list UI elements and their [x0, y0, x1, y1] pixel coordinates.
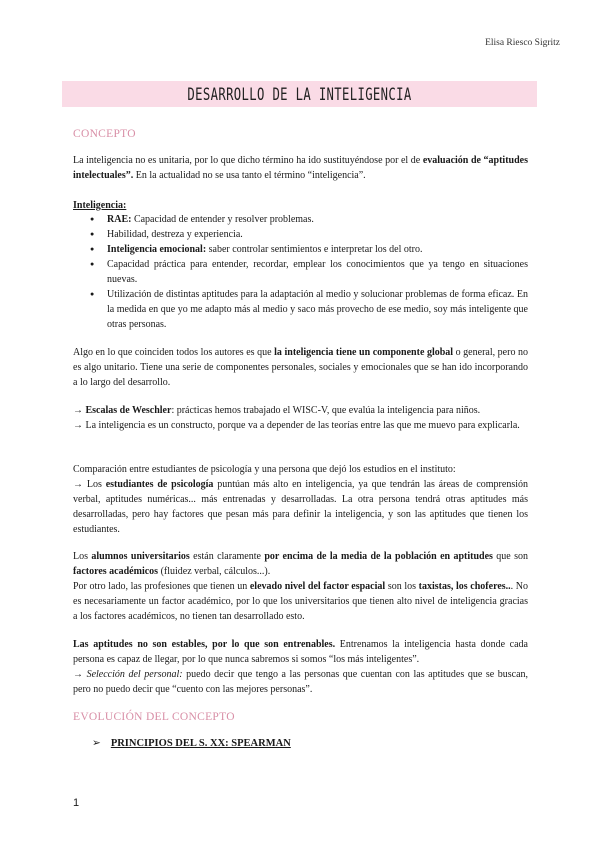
text: → La inteligencia es un constructo, porque va a depender de las teorías entre las que me muevo para explicarla.: [73, 420, 520, 431]
text: Por otro lado, las profesiones que tienen un: [73, 581, 250, 592]
paragraph-universitarios: [73, 549, 528, 624]
text: : prácticas hemos trabajado el WISC-V, que evalúa la inteligencia para niños.: [171, 405, 481, 416]
author-name: Elisa Riesco Sigritz: [485, 38, 560, 48]
list-item: [73, 242, 528, 257]
page-title: DESARROLLO DE LA INTELIGENCIA: [187, 85, 412, 105]
bold-text: Escalas de Weschler: [85, 405, 172, 416]
bold-text: taxistas, los choferes..: [418, 581, 511, 592]
text: saber controlar sentimientos e interpretar los del otro.: [206, 244, 423, 255]
text: Entrenamos la inteligencia hasta donde cada persona es capaz de llegar, por lo que nunca sabremos si somos “los más inteligentes”.: [73, 639, 528, 665]
paragraph-aptitudes: [73, 637, 528, 697]
text: . No es necesariamente un factor académico, por lo que los universitarios que tienen alto nivel de inteligencia gracias a los factores académicos, no tienen tan desarrollado esto.: [73, 581, 529, 622]
page-number: 1: [73, 797, 80, 809]
text: son los: [385, 581, 419, 592]
list-item: [73, 287, 528, 332]
text: puntúan más alto en inteligencia, ya que tendrán las áreas de comprensión verbal, aptitudes numéricas... más entrenadas y desarrolladas. La otra persona tendrá otras aptitudes más desarrolladas, pero hay factores que pesan más para definir la inteligencia, y son las aptitudes que tienen los estudiantes.: [73, 479, 528, 535]
bold-text: estudiantes de psicología: [105, 479, 214, 490]
inteligencia-label: [73, 198, 528, 213]
subheading-spearman: [92, 737, 291, 749]
underlined-label: Inteligencia:: [73, 200, 127, 211]
text: Comparación entre estudiantes de psicología y una persona que dejó los estudios en el instituto:: [73, 464, 456, 475]
text: Algo en lo que coinciden todos los autores es que: [73, 347, 275, 358]
text: Capacidad práctica para entender, recordar, emplear los conocimientos que ya tengo en situaciones nuevas.: [107, 259, 528, 285]
text: Habilidad, destreza y experiencia.: [107, 229, 243, 240]
paragraph-comparacion: [73, 462, 528, 537]
title-banner: [62, 81, 537, 107]
inteligencia-list: [73, 212, 528, 332]
text: Utilización de distintas aptitudes para la adaptación al medio y solucionar problemas de forma eficaz. En la medida en que yo me adapto más al medio y saco más provecho de ese medio, soy más inteligente que otras personas.: [107, 289, 528, 330]
list-item: [73, 227, 528, 242]
paragraph-intro: [73, 153, 528, 183]
subheading-text: PRINCIPIOS DEL S. XX: SPEARMAN: [110, 738, 291, 749]
bold-text: evaluación de “aptitudes intelectuales”.: [73, 155, 528, 181]
text: La inteligencia no es unitaria, por lo que dicho término ha ido sustituyéndose por el de: [73, 155, 423, 166]
list-item: [73, 257, 528, 287]
text: o general, pero no es algo unitario. Tiene una serie de componentes personales, sociales y emocionales que se han ido incorporando a lo largo del desarrollo.: [73, 347, 529, 388]
list-item: [73, 212, 528, 227]
arrow: →: [73, 405, 86, 416]
bold-text: alumnos universitarios: [91, 551, 190, 562]
bold-text: la inteligencia tiene un componente global: [274, 347, 454, 358]
bold-text: elevado nivel del factor espacial: [249, 581, 386, 592]
text: están claramente: [189, 551, 265, 562]
text: → Los: [73, 479, 106, 490]
paragraph-componente-global: [73, 345, 528, 390]
text: Los: [73, 551, 92, 562]
text: Capacidad de entender y resolver problemas.: [131, 214, 314, 225]
italic-text: Selección del personal:: [86, 669, 183, 680]
text: que son: [492, 551, 528, 562]
bold-text: factores académicos: [73, 566, 159, 577]
text: puedo decir que tengo a las personas que cuentan con las aptitudes que se buscan, pero no puedo decir que “cuento con las mejores personas”.: [73, 669, 529, 695]
paragraph-weschler: [73, 403, 528, 433]
bold-text: RAE:: [107, 214, 132, 225]
text: En la actualidad no se usa tanto el término “inteligencia”.: [133, 170, 366, 181]
section-heading-evolucion: EVOLUCIÓN DEL CONCEPTO: [73, 711, 235, 723]
arrow-bullet-icon: ➢: [92, 738, 101, 749]
bold-text: Las aptitudes no son estables, por lo que son entrenables.: [73, 639, 336, 650]
section-heading-concepto: CONCEPTO: [73, 128, 136, 140]
text: (fluidez verbal, cálculos...).: [158, 566, 271, 577]
bold-text: por encima de la media de la población en aptitudes: [264, 551, 493, 562]
bold-text: Inteligencia emocional:: [107, 244, 207, 255]
arrow: →: [73, 669, 87, 680]
